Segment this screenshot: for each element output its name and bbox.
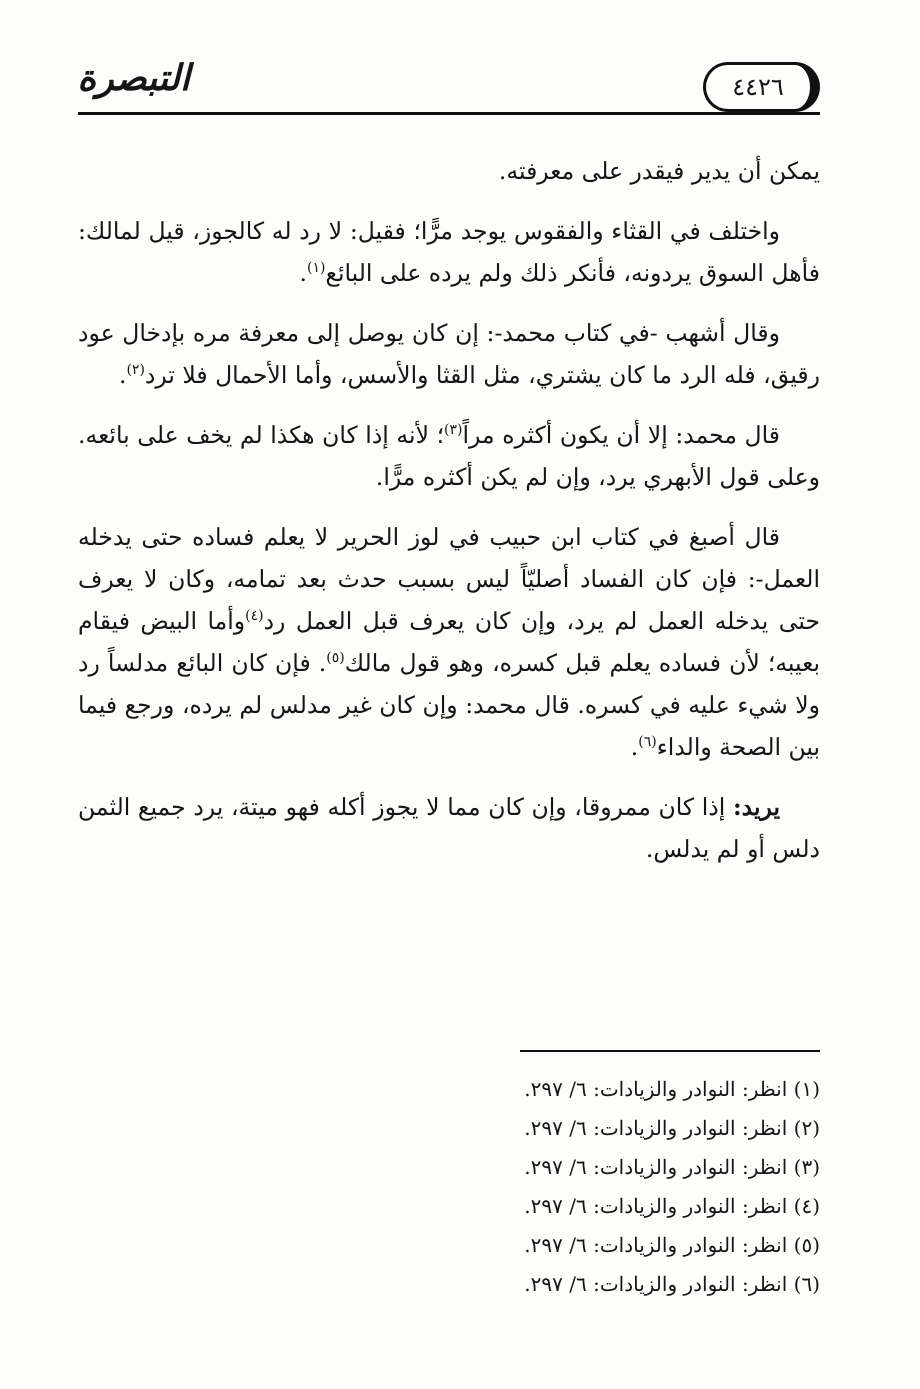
paragraph-5-end: .: [630, 733, 639, 761]
paragraph-6-text: إذا كان ممروقا، وإن كان مما لا يجوز أكله فهو ميتة، يرد جميع الثمن دلس أو لم يدلس.: [78, 793, 820, 863]
paragraph-1: [78, 150, 820, 192]
paragraph-4-text-b: ؛ لأنه إذا كان هكذا لم يخف على بائعه. وعلى قول الأبهري يرد، وإن لم يكن أكثره مرًّا.: [78, 421, 820, 491]
footnote-ref-2[interactable]: (٢): [126, 362, 145, 379]
footnote-3: (٣) انظر: النوادر والزيادات: ٦/ ٢٩٧.: [524, 1155, 820, 1179]
footnote-ref-5[interactable]: (٥): [326, 650, 345, 667]
footnote-4: (٤) انظر: النوادر والزيادات: ٦/ ٢٩٧.: [524, 1194, 820, 1218]
footnote-2: (٢) انظر: النوادر والزيادات: ٦/ ٢٩٧.: [524, 1116, 820, 1140]
paragraph-5-text-c: . فإن كان البائع مدلساً رد ولا شيء عليه في كسره. قال محمد: وإن كان غير مدلس لم يرده، ورجع فيما بين الصحة والداء: [78, 649, 820, 761]
footnote-separator: [520, 1050, 820, 1052]
paragraph-3-text: وقال أشهب -في كتاب محمد-: إن كان يوصل إلى معرفة مره بإدخال عود رقيق، فله الرد ما كان يشتري، مثل القثا والأسس، وأما الأحمال فلا ترد: [78, 319, 820, 389]
page-number: ٤٤٢٦: [732, 73, 784, 101]
paragraph-5: [78, 516, 820, 768]
footnote-6: (٦) انظر: النوادر والزيادات: ٦/ ٢٩٧.: [524, 1272, 820, 1296]
header-rule: [78, 112, 820, 115]
paragraph-5-text-b: وأما البيض فيقام بعيبه؛ لأن فساده يعلم قبل كسره، وهو قول مالك: [78, 607, 820, 677]
paragraph-2-text: واختلف في القثاء والفقوس يوجد مرًّا؛ فقيل: لا رد له كالجوز، قيل لمالك: فأهل السوق يردونه، فأنكر ذلك ولم يرده على البائع: [78, 217, 820, 287]
paragraph-2: [78, 210, 820, 294]
paragraph-4: [78, 414, 820, 498]
page-header: [78, 50, 820, 116]
footnotes: [78, 1070, 820, 1304]
footnote-ref-6[interactable]: (٦): [638, 734, 657, 751]
footnote-5: (٥) انظر: النوادر والزيادات: ٦/ ٢٩٧.: [524, 1233, 820, 1257]
footnote-1: (١) انظر: النوادر والزيادات: ٦/ ٢٩٧.: [524, 1077, 820, 1101]
paragraph-4-text-a: قال محمد: إلا أن يكون أكثره مراً: [462, 421, 780, 449]
paragraph-5-text-a: قال أصبغ في كتاب ابن حبيب في لوز الحرير لا يعلم فساده حتى يدخله العمل-: فإن كان الفساد أصليّاً ليس بسبب حدث بعد تمامه، وكان لا يعرف حتى يدخله العمل لم يرد، وإن كان يعرف قبل العمل رد: [78, 523, 820, 635]
paragraph-6: [78, 786, 820, 870]
paragraph-6-lead: يريد:: [732, 793, 780, 821]
paragraph-3: [78, 312, 820, 396]
footnote-ref-4[interactable]: (٤): [245, 608, 264, 625]
footnote-ref-1[interactable]: (١): [306, 260, 326, 277]
page-number-badge: [703, 62, 820, 112]
paragraph-2-end: .: [299, 259, 307, 287]
footnote-ref-3[interactable]: (٣): [444, 422, 463, 439]
paragraph-1-text: يمكن أن يدير فيقدر على معرفته.: [498, 157, 820, 185]
paragraph-3-end: .: [118, 361, 127, 389]
book-title-logo: التبصرة: [77, 58, 190, 99]
body-text: [78, 150, 820, 888]
